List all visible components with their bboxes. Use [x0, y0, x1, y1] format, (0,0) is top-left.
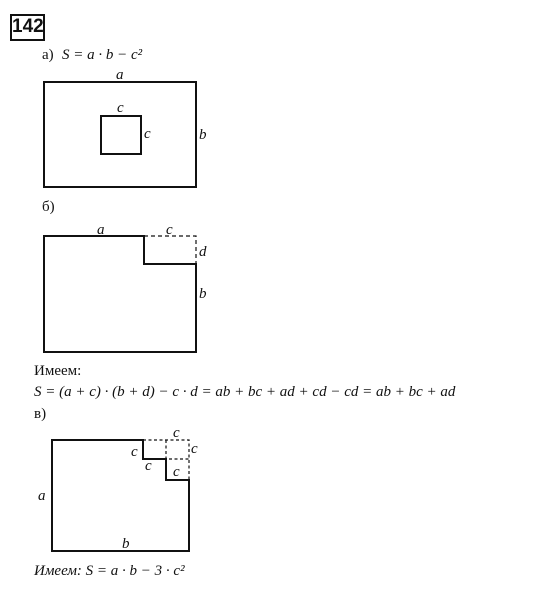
outer-rectangle — [44, 82, 196, 187]
shape-outline — [52, 440, 189, 551]
label-c-left-1: c — [131, 444, 138, 460]
label-a: a — [38, 488, 46, 504]
part-b-heading: б) — [42, 199, 55, 215]
label-b: b — [199, 127, 207, 143]
inner-square — [101, 116, 141, 154]
part-b-result-formula: S = (a + c) · (b + d) − c · d = ab + bc + ad + cd − cd = ab + bc + ad — [34, 384, 456, 400]
part-c-result-formula: Имеем: S = a · b − 3 · c² — [34, 563, 185, 579]
label-b: b — [199, 286, 207, 302]
label-a: a — [97, 222, 105, 238]
label-d: d — [199, 244, 207, 260]
shape-outline — [44, 236, 196, 352]
label-c-right: c — [191, 441, 198, 457]
figure-b — [44, 222, 207, 352]
label-b: b — [122, 536, 130, 552]
missing-corner-dashed — [144, 236, 196, 264]
label-c-top: c — [117, 100, 124, 116]
part-a-heading: а) — [42, 47, 54, 63]
part-b-result-label: Имеем: — [34, 363, 82, 379]
label-c: c — [166, 222, 173, 238]
part-a-formula: S = a · b − c² — [62, 47, 143, 63]
label-a: a — [116, 67, 124, 83]
figure-a — [44, 67, 207, 187]
problem-number-badge: 142 — [10, 14, 45, 41]
label-c-inner: c — [173, 464, 180, 480]
label-c-left-2: c — [145, 458, 152, 474]
label-c-top: c — [173, 425, 180, 441]
figure-c — [38, 425, 198, 552]
part-c-heading: в) — [34, 406, 47, 422]
label-c-side: c — [144, 126, 151, 142]
